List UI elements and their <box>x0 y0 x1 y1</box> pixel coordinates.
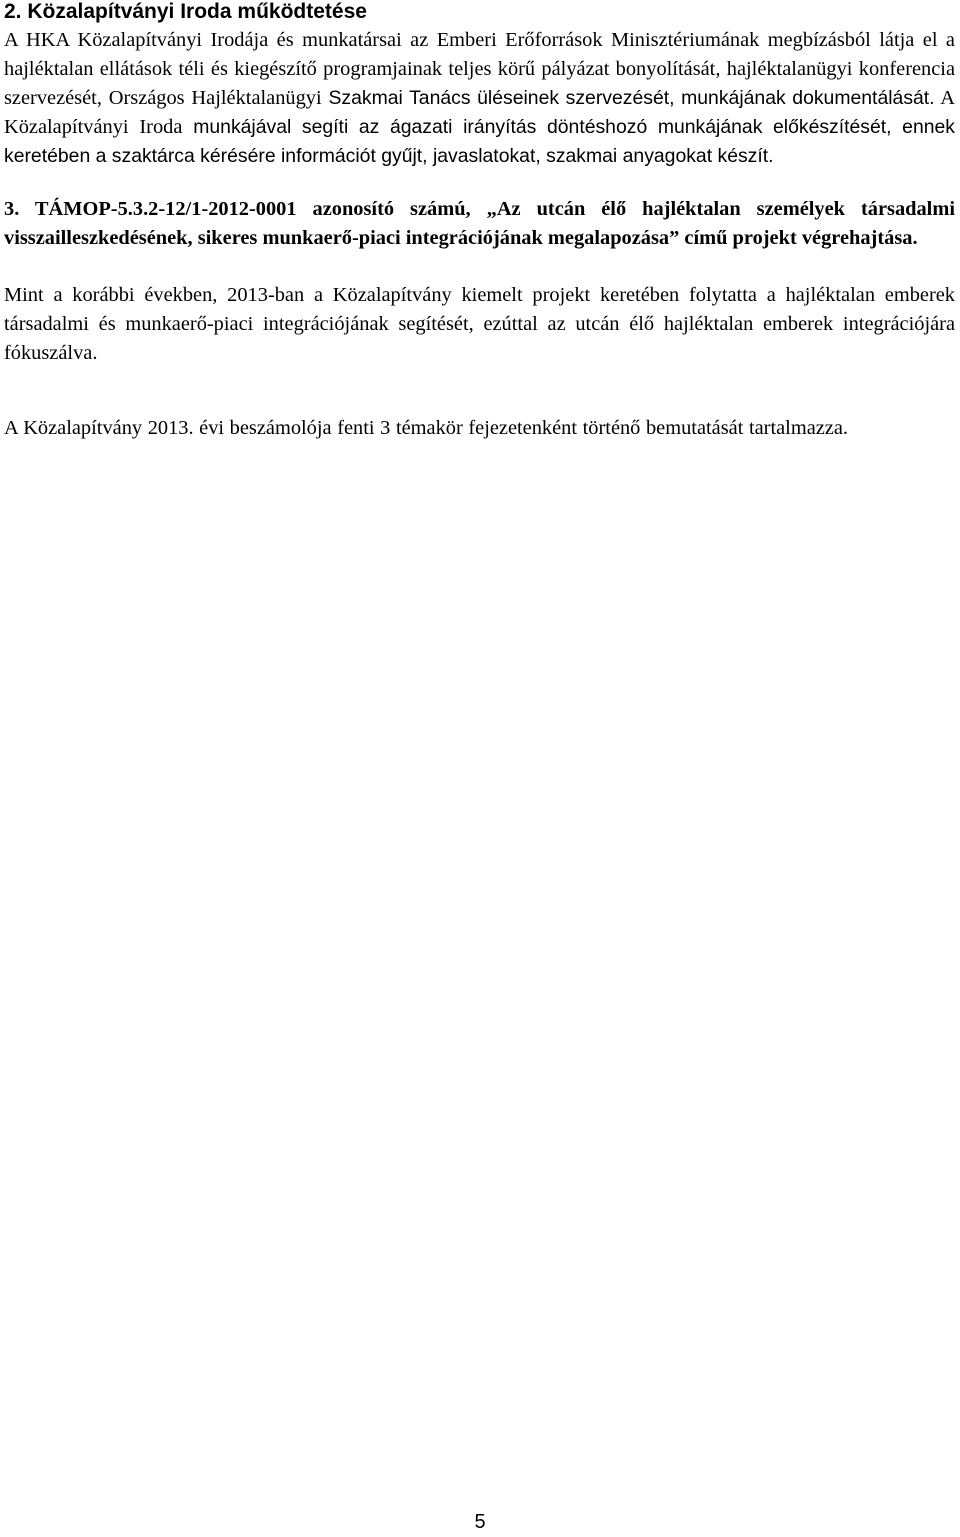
section-2-text-part-1: A HKA Közalapítványi Irodája és munkatársai az Emberi Erőforrások Minisztériumának megbízásból látja el a hajléktalan ellátások téli és kiegészítő programjainak teljes körű pályázat bonyolítását, hajléktalanügyi konferencia szervezését, Országos Hajléktalanügyi <box>4 29 955 109</box>
section-2-heading: 2. Közalapítványi Iroda működtetése <box>4 0 367 23</box>
section-2-paragraph <box>4 26 955 171</box>
section-2-text-part-2: Szakmai Tanács üléseinek szervezését, munkájának dokumentálását. <box>328 87 935 109</box>
section-2-text-part-3: A Közalapítványi Iroda <box>4 87 955 138</box>
page-number: 5 <box>474 1511 486 1533</box>
section-2-text-part-4: munkájával segíti az ágazati irányítás döntéshozó munkájának előkészítését, ennek keretében a szaktárca kérésére információt gyűjt, javaslatokat, szakmai anyagokat készít. <box>4 116 955 167</box>
summary-paragraph: A Közalapítvány 2013. évi beszámolója fenti 3 témakör fejezetenként történő bemutatását tartalmazza. <box>4 417 849 439</box>
section-3-paragraph: Mint a korábbi években, 2013-ban a Közalapítvány kiemelt projekt keretében folytatta a hajléktalan emberek társadalmi és munkaerő-piaci integrációjának segítését, ezúttal az utcán élő hajléktalan emberek integrációjára fókuszálva. <box>4 284 955 364</box>
section-3-heading: 3. TÁMOP-5.3.2-12/1-2012-0001 azonosító számú, „Az utcán élő hajléktalan személyek társadalmi visszailleszkedésének, sikeres munkaerő-piaci integrációjának megalapozása” című projekt végrehajtása. <box>4 198 955 249</box>
document-page <box>4 0 955 443</box>
